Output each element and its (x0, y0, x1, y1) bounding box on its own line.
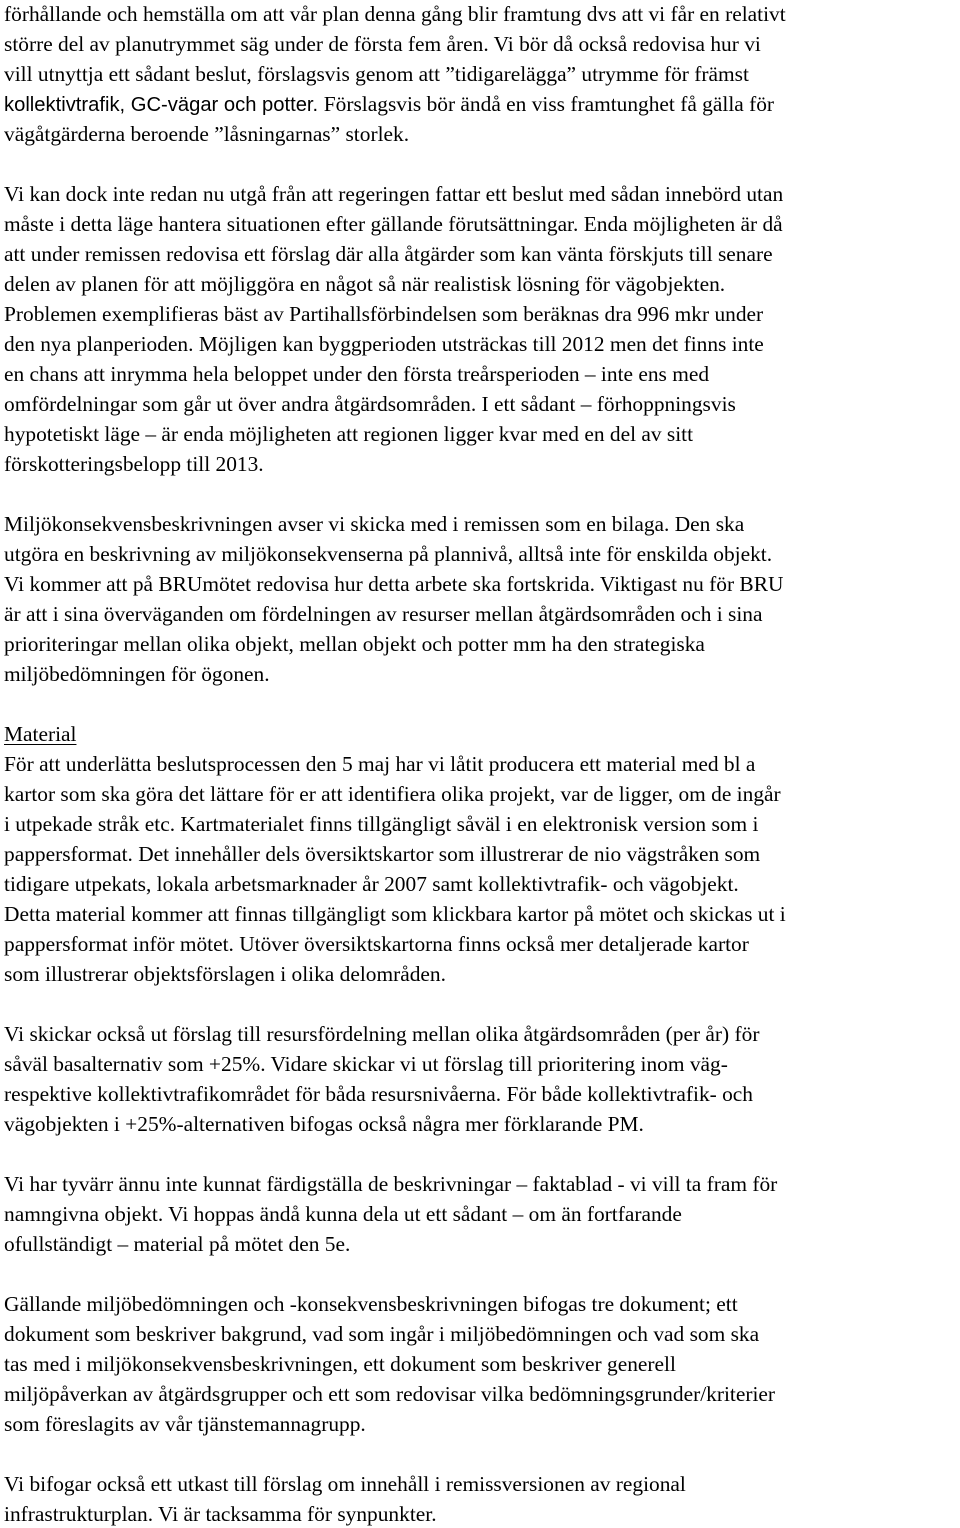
text-run: pappersformat. Det innehåller dels översiktskartor som illustrerar de nio vägstråken som (4, 842, 761, 866)
text-line (4, 0, 786, 29)
text-run: Detta material kommer att finnas tillgängligt som klickbara kartor på mötet och skickas ut i (4, 902, 786, 926)
text-line (4, 1319, 759, 1349)
text-run: hypotetiskt läge – är enda möjligheten att regionen ligger kvar med en del av sitt (4, 422, 694, 446)
text-run: ofullständigt – material på mötet den 5e. (4, 1232, 351, 1256)
text-run: pappersformat inför mötet. Utöver översiktskartorna finns också mer detaljerade kartor (4, 932, 749, 956)
text-run: vill utnyttja ett sådant beslut, förslagsvis genom att ”tidigarelägga” utrymme för främst (4, 62, 749, 86)
text-run: en chans att inrymma hela beloppet under den första treårsperioden – inte ens med (4, 362, 710, 386)
text-line (4, 1109, 644, 1139)
text-run: prioriteringar mellan olika objekt, mellan objekt och potter mm ha den strategiska (4, 632, 705, 656)
text-line (4, 1019, 759, 1049)
text-line (4, 1409, 366, 1439)
text-line (4, 509, 744, 539)
text-run: förhållande och hemställa om att vår plan denna gång blir framtung dvs att vi får en relativt (4, 2, 786, 26)
text-line (4, 29, 761, 59)
text-run: utgöra en beskrivning av miljökonsekvenserna på plannivå, alltså inte för enskilda objekt. (4, 542, 773, 566)
text-line (4, 449, 264, 479)
text-line (4, 1349, 676, 1379)
text-line (4, 1469, 686, 1499)
text-line (4, 299, 763, 329)
text-line (4, 1079, 753, 1109)
text-run: Problemen exemplifieras bäst av Partihallsförbindelsen som beräknas dra 996 mkr under (4, 302, 764, 326)
text-run: vägobjekten i +25%-alternativen bifogas också några mer förklarande PM. (4, 1112, 644, 1136)
text-line (4, 1499, 437, 1528)
text-line (4, 269, 725, 299)
text-line (4, 959, 446, 989)
text-line (4, 629, 705, 659)
text-run: Vi kan dock inte redan nu utgå från att regeringen fattar ett beslut med sådan innebörd utan (4, 182, 784, 206)
text-line (4, 569, 783, 599)
text-line (4, 59, 749, 89)
text-run: miljöbedömningen för ögonen. (4, 662, 270, 686)
text-line (4, 839, 760, 869)
text-run: Vi kommer att på BRUmötet redovisa hur detta arbete ska fortskrida. Viktigast nu för BRU (4, 572, 784, 596)
text-line (4, 89, 774, 119)
text-line (4, 329, 764, 359)
text-run: att under remissen redovisa ett förslag där alla åtgärder som kan vänta förskjuts till senare (4, 242, 773, 266)
text-line (4, 1229, 350, 1259)
text-run: dokument som beskriver bakgrund, vad som ingår i miljöbedömningen och vad som ska (4, 1322, 760, 1346)
text-run: förskotteringsbelopp till 2013. (4, 452, 264, 476)
text-run: större del av planutrymmet säg under de första fem åren. Vi bör då också redovisa hur vi (4, 32, 761, 56)
text-run: i utpekade stråk etc. Kartmaterialet finns tillgängligt såväl i en elektronisk version som i (4, 812, 759, 836)
text-run: Vi bifogar också ett utkast till förslag om innehåll i remissversionen av regional (4, 1472, 686, 1496)
text-run: delen av planen för att möjliggöra en något så när realistisk lösning för vägobjekten. (4, 272, 726, 296)
text-run: Vi skickar också ut förslag till resursfördelning mellan olika åtgärdsområden (per år) för (4, 1022, 760, 1046)
text-run: namngivna objekt. Vi hoppas ändå kunna dela ut ett sådant – om än fortfarande (4, 1202, 682, 1226)
text-line (4, 419, 693, 449)
text-line (4, 809, 758, 839)
text-run: Miljökonsekvensbeskrivningen avser vi skicka med i remissen som en bilaga. Den ska (4, 512, 745, 536)
text-run: miljöpåverkan av åtgärdsgrupper och ett som redovisar vilka bedömningsgrunder/kriterier (4, 1382, 776, 1406)
text-run: infrastrukturplan. Vi är tacksamma för synpunkter. (4, 1502, 437, 1526)
text-line (4, 239, 773, 269)
section-heading-material: Material (4, 722, 77, 746)
text-line (4, 389, 736, 419)
text-run: Förslagsvis bör ändå en viss framtunghet få gälla för (323, 92, 775, 116)
text-run: Gällande miljöbedömningen och -konsekvensbeskrivningen bifogas tre dokument; ett (4, 1292, 738, 1316)
text-line (4, 209, 783, 239)
text-line (4, 1289, 738, 1319)
text-run: är att i sina överväganden om fördelningen av resurser mellan åtgärdsområden och i sina (4, 602, 763, 626)
text-run: såväl basalternativ som +25%. Vidare skickar vi ut förslag till prioritering inom väg- (4, 1052, 728, 1076)
text-run: den nya planperioden. Möjligen kan byggperioden utsträckas till 2012 men det finns inte (4, 332, 764, 356)
text-run: kollektivtrafik, GC-vägar och potter. (4, 94, 324, 116)
text-run: respektive kollektivtrafikområdet för båda resursnivåerna. För både kollektivtrafik- och (4, 1082, 753, 1106)
text-line (4, 869, 739, 899)
text-run: tidigare utpekats, lokala arbetsmarknader år 2007 samt kollektivtrafik- och vägobjekt. (4, 872, 739, 896)
text-run: kartor som ska göra det lättare för er att identifiera olika projekt, var de ligger, om de ingår (4, 782, 781, 806)
text-line (4, 1169, 777, 1199)
text-line (4, 719, 76, 749)
text-line (4, 1049, 728, 1079)
text-run: som föreslagits av vår tjänstemannagrupp. (4, 1412, 366, 1436)
text-run: som illustrerar objektsförslagen i olika delområden. (4, 962, 446, 986)
text-line (4, 599, 763, 629)
text-line (4, 779, 781, 809)
text-line (4, 359, 709, 389)
text-line (4, 119, 409, 149)
text-line (4, 749, 755, 779)
text-line (4, 179, 783, 209)
text-run: vägåtgärderna beroende ”låsningarnas” storlek. (4, 122, 410, 146)
text-line (4, 659, 270, 689)
text-line (4, 1379, 775, 1409)
text-run: Vi har tyvärr ännu inte kunnat färdigställa de beskrivningar – faktablad - vi vill ta fram för (4, 1172, 778, 1196)
text-line (4, 899, 786, 929)
text-run: måste i detta läge hantera situationen efter gällande förutsättningar. Enda möjligheten är då (4, 212, 783, 236)
text-line (4, 1199, 682, 1229)
text-line (4, 929, 749, 959)
text-run: För att underlätta beslutsprocessen den 5 maj har vi låtit producera ett material med bl a (4, 752, 756, 776)
text-run: omfördelningar som går ut över andra åtgärdsområden. I ett sådant – förhoppningsvis (4, 392, 736, 416)
text-run: tas med i miljökonsekvensbeskrivningen, ett dokument som beskriver generell (4, 1352, 676, 1376)
text-line (4, 539, 772, 569)
